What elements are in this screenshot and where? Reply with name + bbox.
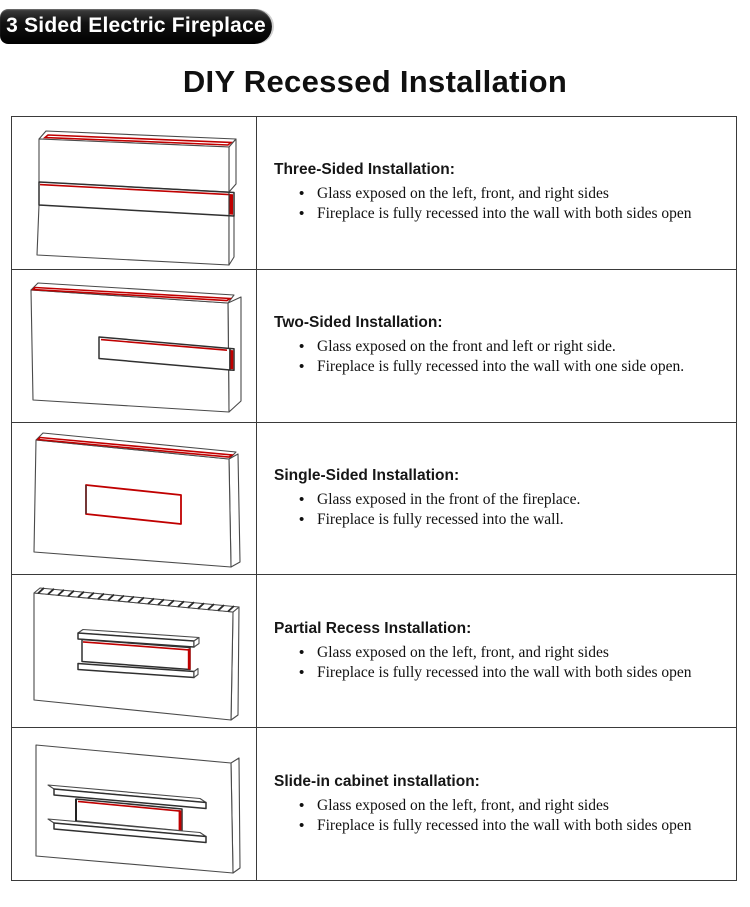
- list-item: [274, 204, 726, 224]
- bullet-text: Glass exposed on the left, front, and right sides: [317, 796, 609, 814]
- installation-type-heading: Partial Recess Installation:: [274, 619, 472, 637]
- bullet-list: [274, 184, 726, 224]
- two-sided-recess-diagram: [12, 271, 256, 421]
- description-cell: [257, 575, 736, 727]
- bullet-list: [274, 796, 726, 836]
- description-cell: [257, 270, 736, 422]
- bullet-text: Glass exposed on the left, front, and right sides: [317, 643, 609, 661]
- illustration-cell: [12, 117, 257, 269]
- bullet-icon: •: [299, 185, 305, 203]
- bullet-icon: •: [299, 816, 305, 834]
- single-sided-recess-diagram: [12, 423, 256, 573]
- bullet-text: Fireplace is fully recessed into the wall with both sides open: [317, 816, 692, 834]
- bullet-text: Glass exposed in the front of the fireplace.: [317, 490, 581, 508]
- bullet-text: Fireplace is fully recessed into the wall with one side open.: [317, 358, 685, 376]
- bullet-icon: •: [299, 796, 305, 814]
- description-cell: [257, 117, 736, 269]
- installation-type-heading: Three-Sided Installation:: [274, 161, 455, 179]
- list-item: [274, 816, 726, 836]
- bullet-list: [274, 643, 726, 683]
- three-sided-recess-diagram: [12, 118, 256, 268]
- installation-type-heading: Two-Sided Installation:: [274, 314, 443, 332]
- description-cell: [257, 423, 736, 575]
- illustration-cell: [12, 728, 257, 880]
- product-badge-label: 3 Sided Electric Fireplace: [6, 13, 266, 37]
- illustration-cell: [12, 575, 257, 727]
- bullet-text: Fireplace is fully recessed into the wall with both sides open: [317, 663, 692, 681]
- description-cell: [257, 728, 736, 880]
- bullet-icon: •: [299, 510, 305, 528]
- bullet-icon: •: [299, 205, 305, 223]
- installation-type-heading: Slide-in cabinet installation:: [274, 772, 480, 790]
- list-item: [274, 184, 726, 204]
- table-row: [12, 728, 736, 880]
- bullet-icon: •: [299, 663, 305, 681]
- bullet-list: [274, 337, 726, 377]
- table-row: [12, 575, 736, 728]
- table-row: [12, 117, 736, 270]
- table-row: [12, 423, 736, 576]
- bullet-text: Glass exposed on the left, front, and right sides: [317, 185, 609, 203]
- list-item: [274, 643, 726, 663]
- installation-table: [11, 116, 737, 881]
- page-title: DIY Recessed Installation: [182, 64, 568, 99]
- bullet-icon: •: [299, 490, 305, 508]
- list-item: [274, 337, 726, 357]
- table-row: [12, 270, 736, 423]
- list-item: [274, 510, 726, 530]
- bullet-icon: •: [299, 643, 305, 661]
- bullet-text: Fireplace is fully recessed into the wall.: [317, 510, 564, 528]
- product-badge: [0, 9, 272, 44]
- slide-in-cabinet-diagram: [12, 729, 256, 879]
- bullet-text: Glass exposed on the front and left or right side.: [317, 338, 616, 356]
- illustration-cell: [12, 423, 257, 575]
- illustration-cell: [12, 270, 257, 422]
- list-item: [274, 490, 726, 510]
- bullet-text: Fireplace is fully recessed into the wall with both sides open: [317, 205, 692, 223]
- installation-type-heading: Single-Sided Installation:: [274, 466, 460, 484]
- list-item: [274, 663, 726, 683]
- bullet-list: [274, 490, 726, 530]
- list-item: [274, 796, 726, 816]
- list-item: [274, 357, 726, 377]
- partial-recess-diagram: [12, 576, 256, 726]
- bullet-icon: •: [299, 338, 305, 356]
- bullet-icon: •: [299, 358, 305, 376]
